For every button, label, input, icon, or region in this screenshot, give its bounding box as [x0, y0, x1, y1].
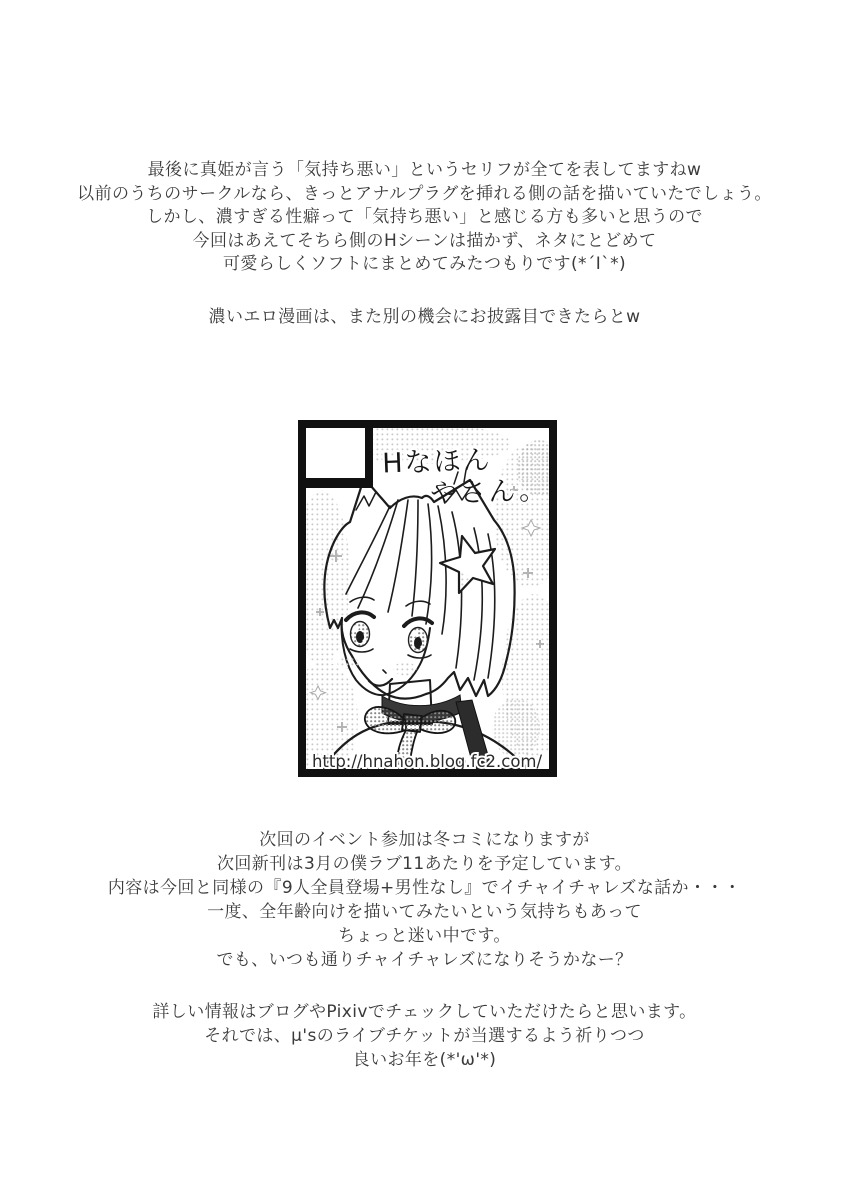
- afterword-line: 詳しい情報はブログやPixivでチェックしていただけたらと思います。: [152, 1002, 697, 1022]
- afterword-line: それでは、μ'sのライブチケットが当選するよう祈りつつ: [204, 1026, 645, 1046]
- afterword-line: 良いお年を(*'ω'*): [352, 1050, 497, 1070]
- url-band: [312, 752, 543, 769]
- afterword-line: ちょっと迷い中です。: [338, 926, 511, 946]
- afterword-line: 以前のうちのサークルなら、きっとアナルプラグを挿れる側の話を描いていたでしょう。: [77, 183, 772, 204]
- afterword-line: 可愛らしくソフトにまとめてみたつもりです(*´I`*): [222, 254, 627, 274]
- afterword-line: しかし、濃すぎる性癖って「気持ち悪い」と感じる方も多いと思うので: [146, 207, 703, 227]
- afterword-paragraph-1: [0, 159, 849, 277]
- corner-square: [306, 428, 373, 488]
- shop-title-line1: Hなほん: [381, 444, 493, 480]
- afterword-line: 次回新刊は3月の僕ラブ11あたりを予定しています。: [216, 854, 633, 874]
- afterword-paragraph-3: [0, 828, 849, 972]
- blog-url-text: http://hnahon.blog.fc2.com/: [311, 752, 543, 769]
- afterword-line: でも、いつも通りチャイチャレズになりそうかなー？: [216, 950, 633, 970]
- afterword-paragraph-4: [0, 1000, 849, 1072]
- afterword-line: 濃いエロ漫画は、また別の機会にお披露目できたらとw: [208, 307, 641, 327]
- afterword-line: 次回のイベント参加は冬コミになりますが: [259, 830, 590, 850]
- shop-title-line2: やさん。: [429, 474, 549, 510]
- catgirl-illustration: [306, 428, 549, 769]
- afterword-paragraph-2: [0, 306, 849, 330]
- afterword-line: 今回はあえてそちら側のHシーンは描かず、ネタにとどめて: [192, 230, 657, 251]
- circle-cut-banner: [298, 420, 557, 777]
- afterword-line: 内容は今回と同様の『9人全員登場+男性なし』でイチャイチャレズな話か・・・: [107, 878, 742, 898]
- blush-right: [393, 663, 417, 676]
- blush-left: [337, 657, 359, 669]
- afterword-line: 最後に真姫が言う「気持ち悪い」というセリフが全てを表してますねw: [147, 160, 702, 180]
- afterword-line: 一度、全年齢向けを描いてみたいという気持ちもあって: [207, 902, 642, 922]
